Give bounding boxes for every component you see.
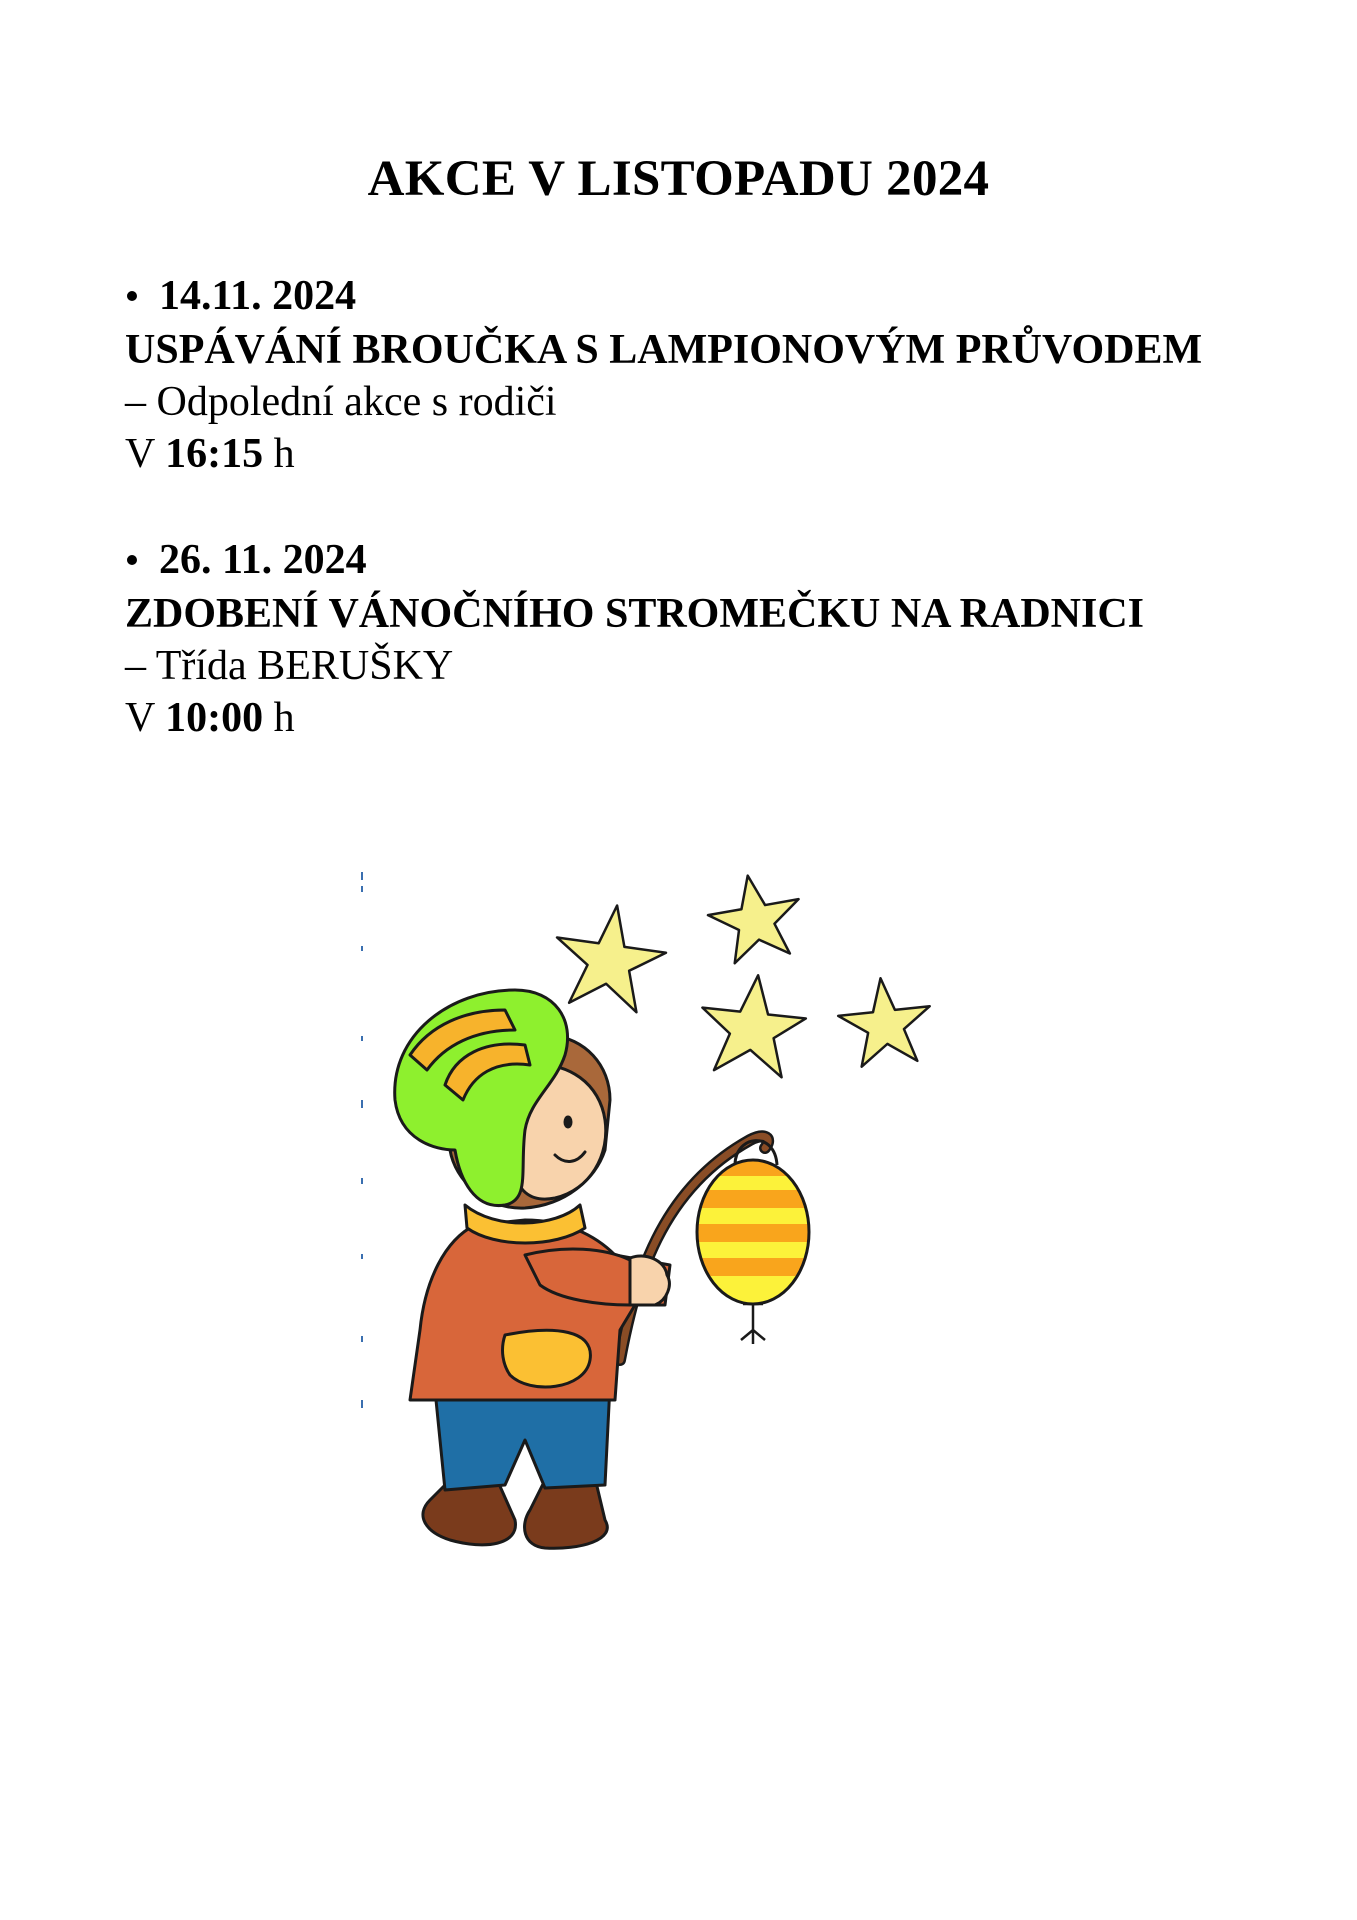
right-boot (525, 1478, 608, 1548)
event-title: ZDOBENÍ VÁNOČNÍHO STROMEČKU NA RADNICI (125, 591, 1145, 637)
event-description: – Odpolední akce s rodiči (125, 379, 557, 425)
event-time (125, 692, 1144, 744)
event-time (125, 428, 1202, 480)
event-description: – Třída BERUŠKY (125, 643, 454, 689)
event-item-1 (125, 268, 1202, 480)
star-icon (696, 970, 810, 1079)
coat-pocket (503, 1330, 591, 1387)
event-date-line (125, 532, 1144, 588)
event-time-prefix: V (125, 695, 155, 741)
lantern (685, 1160, 825, 1344)
event-time-prefix: V (125, 431, 155, 477)
child (395, 990, 670, 1548)
event-item-2 (125, 532, 1144, 744)
bullet-icon (127, 291, 137, 301)
scarf (465, 1205, 585, 1243)
star-icon (548, 898, 671, 1015)
dotted-edge-marks (361, 872, 363, 1408)
bullet-icon (127, 555, 137, 565)
event-date: 14.11. 2024 (159, 273, 357, 319)
eye (565, 1117, 571, 1127)
event-time-suffix: h (273, 431, 295, 477)
event-time-value: 16:15 (165, 431, 264, 477)
event-date-line (125, 268, 1202, 324)
event-title: USPÁVÁNÍ BROUČKA S LAMPIONOVÝM PRŮVODEM (125, 327, 1203, 373)
event-time-suffix: h (273, 695, 295, 741)
event-time-value: 10:00 (165, 695, 264, 741)
event-date: 26. 11. 2024 (159, 537, 367, 583)
star-icon (702, 868, 807, 967)
child-with-lantern-illustration (355, 860, 945, 1580)
page-title: AKCE V LISTOPADU 2024 (367, 151, 990, 207)
star-icon (835, 973, 935, 1068)
